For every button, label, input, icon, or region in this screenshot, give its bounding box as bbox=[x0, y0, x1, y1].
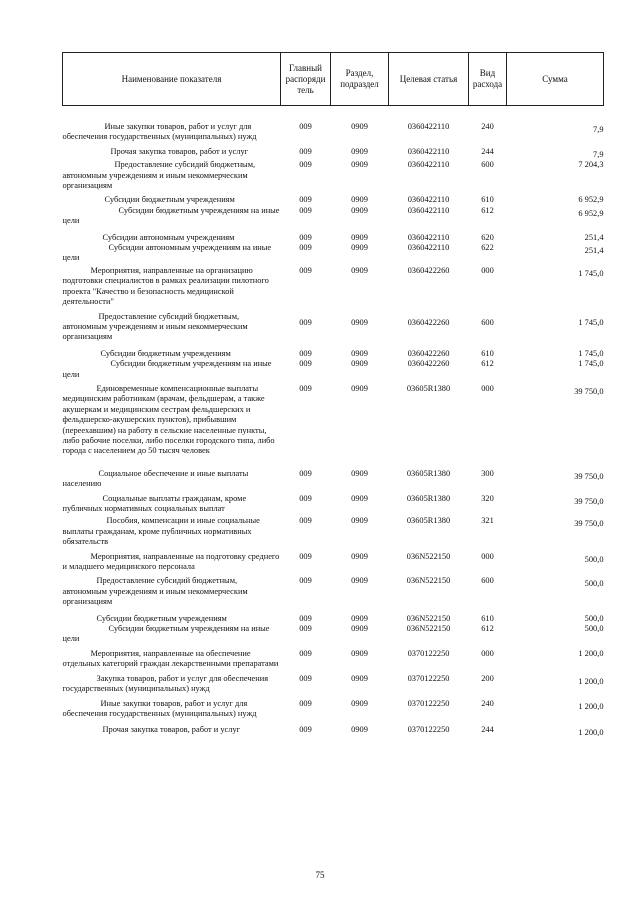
row-name: Предоставление субсидий бюджетным, автономным учреждениям и иным некоммерческим организациям bbox=[62, 160, 256, 191]
row-target: 036N522150 bbox=[406, 551, 451, 561]
row-target: 0360422110 bbox=[407, 195, 450, 205]
col-header-sum: Сумма bbox=[507, 53, 604, 106]
row-chief: 009 bbox=[299, 624, 312, 634]
row-sum: 500,0 bbox=[584, 554, 604, 564]
table-row bbox=[63, 380, 604, 457]
col-header-target: Целевая статья bbox=[389, 53, 469, 106]
row-target: 0360422110 bbox=[407, 243, 450, 253]
row-target: 0360422110 bbox=[407, 122, 450, 131]
row-chief: 009 bbox=[299, 146, 312, 156]
row-kind: 612 bbox=[481, 359, 494, 369]
row-section: 0909 bbox=[351, 698, 368, 708]
table-row bbox=[63, 359, 604, 380]
row-name: Субсидии бюджетным учреждениям bbox=[96, 613, 227, 623]
row-name: Иные закупки товаров, работ и услуг для обеспечения государственных (муниципальных) нужд bbox=[62, 698, 257, 718]
row-section: 0909 bbox=[351, 160, 368, 170]
row-chief: 009 bbox=[299, 160, 312, 170]
row-name: Субсидии бюджетным учреждениям bbox=[100, 348, 231, 358]
row-section: 0909 bbox=[351, 195, 368, 205]
row-target: 03605R1380 bbox=[406, 493, 451, 503]
budget-table bbox=[62, 52, 604, 739]
row-target: 0370122250 bbox=[407, 673, 450, 683]
row-name: Субсидии автономным учреждениям на иные цели bbox=[62, 243, 272, 263]
row-name: Прочая закупка товаров, работ и услуг bbox=[102, 725, 241, 735]
row-target: 0360422260 bbox=[407, 317, 450, 327]
table-row bbox=[63, 490, 604, 515]
row-section: 0909 bbox=[351, 613, 368, 623]
table-row bbox=[63, 624, 604, 645]
row-sum: 251,4 bbox=[584, 232, 604, 242]
row-section: 0909 bbox=[351, 576, 368, 586]
row-target: 0360422260 bbox=[407, 348, 450, 358]
table-row bbox=[63, 227, 604, 243]
row-sum: 7 204,3 bbox=[578, 160, 604, 170]
row-chief: 009 bbox=[299, 725, 312, 735]
row-sum: 500,0 bbox=[584, 613, 604, 623]
row-chief: 009 bbox=[299, 613, 312, 623]
row-kind: 610 bbox=[481, 348, 494, 358]
row-kind: 240 bbox=[481, 698, 494, 708]
row-kind: 612 bbox=[481, 205, 494, 215]
row-name: Предоставление субсидий бюджетным, автономным учреждениям и иным некоммерческим организациям bbox=[62, 576, 248, 607]
table-row bbox=[63, 548, 604, 573]
row-kind: 610 bbox=[481, 195, 494, 205]
row-sum: 1 745,0 bbox=[578, 359, 604, 369]
row-target: 0370122250 bbox=[407, 648, 450, 658]
row-chief: 009 bbox=[299, 516, 312, 526]
row-section: 0909 bbox=[351, 122, 368, 131]
row-target: 0360422260 bbox=[407, 359, 450, 369]
table-row bbox=[63, 160, 604, 191]
row-kind: 000 bbox=[481, 551, 494, 561]
row-section: 0909 bbox=[351, 146, 368, 156]
row-chief: 009 bbox=[299, 576, 312, 586]
row-sum: 7,9 bbox=[593, 149, 604, 159]
row-sum: 1 745,0 bbox=[578, 268, 604, 278]
table-row bbox=[63, 106, 604, 143]
row-name: Субсидии бюджетным учреждениям на иные цели bbox=[62, 205, 280, 226]
row-chief: 009 bbox=[299, 348, 312, 358]
row-name: Социальные выплаты гражданам, кроме публичных нормативных социальных выплат bbox=[62, 493, 247, 513]
row-section: 0909 bbox=[351, 205, 368, 215]
row-sum: 500,0 bbox=[584, 579, 604, 589]
row-kind: 600 bbox=[481, 576, 494, 586]
row-chief: 009 bbox=[299, 648, 312, 658]
table-row bbox=[63, 457, 604, 490]
row-chief: 009 bbox=[299, 205, 312, 215]
row-sum: 1 745,0 bbox=[578, 317, 604, 327]
table-row bbox=[63, 308, 604, 343]
row-name: Мероприятия, направленные на организацию подготовки специалистов в рамках реализации пилотного проекта "Качество и безопасность медицинской деятельности" bbox=[62, 265, 269, 307]
row-chief: 009 bbox=[299, 359, 312, 369]
row-target: 0370122250 bbox=[407, 698, 450, 708]
row-kind: 612 bbox=[481, 624, 494, 634]
row-sum: 1 200,0 bbox=[578, 728, 604, 738]
row-name: Предоставление субсидий бюджетным, автономным учреждениям и иным некоммерческим организациям bbox=[62, 311, 248, 342]
row-target: 03605R1380 bbox=[406, 468, 451, 478]
row-kind: 000 bbox=[481, 648, 494, 658]
row-target: 0370122250 bbox=[407, 725, 450, 735]
row-kind: 620 bbox=[481, 232, 494, 242]
row-sum: 251,4 bbox=[584, 246, 604, 256]
row-kind: 244 bbox=[481, 146, 494, 156]
page-number: 75 bbox=[315, 870, 325, 880]
row-kind: 600 bbox=[481, 317, 494, 327]
row-section: 0909 bbox=[351, 493, 368, 503]
table-row bbox=[63, 191, 604, 205]
row-name: Субсидии автономным учреждениям bbox=[102, 232, 235, 242]
row-target: 03605R1380 bbox=[406, 516, 451, 526]
table-row bbox=[63, 143, 604, 160]
row-chief: 009 bbox=[299, 698, 312, 708]
row-kind: 244 bbox=[481, 725, 494, 735]
row-sum: 500,0 bbox=[584, 624, 604, 634]
row-chief: 009 bbox=[299, 243, 312, 253]
row-kind: 321 bbox=[481, 516, 494, 526]
table-row bbox=[63, 670, 604, 695]
row-sum: 1 200,0 bbox=[578, 701, 604, 711]
row-name: Субсидии бюджетным учреждениям bbox=[104, 195, 235, 205]
table-header-row bbox=[63, 53, 604, 106]
row-name: Мероприятия, направленные на подготовку среднего и младшего медицинского персонала bbox=[62, 551, 280, 572]
row-sum: 1 200,0 bbox=[578, 648, 604, 658]
row-target: 036N522150 bbox=[406, 576, 451, 586]
row-section: 0909 bbox=[351, 232, 368, 242]
row-sum: 6 952,9 bbox=[578, 195, 604, 205]
row-name: Единовременные компенсационные выплаты медицинским работникам (врачам, фельдшерам, а также акушеркам и медицинским сестрам фельдшерских и фельдшерско-акушерских пунктов), прибывшим (переехавшим) на работу в сельские населенные пункты, либо рабочие поселки, либо поселки городского типа, либо города с населением до 50 тысяч человек bbox=[62, 383, 275, 456]
table-row bbox=[63, 695, 604, 720]
row-sum: 39 750,0 bbox=[574, 386, 604, 396]
row-kind: 610 bbox=[481, 613, 494, 623]
row-target: 0360422260 bbox=[407, 265, 450, 275]
col-header-chief: Главный распоряди тель bbox=[281, 53, 331, 106]
row-target: 0360422110 bbox=[407, 160, 450, 170]
table-row bbox=[63, 514, 604, 547]
row-section: 0909 bbox=[351, 468, 368, 478]
row-chief: 009 bbox=[299, 551, 312, 561]
row-section: 0909 bbox=[351, 624, 368, 634]
row-sum: 39 750,0 bbox=[574, 519, 604, 529]
row-name: Субсидии бюджетным учреждениям на иные цели bbox=[62, 359, 272, 379]
row-name: Пособия, компенсации и иные социальные выплаты гражданам, кроме публичных нормативных обязательств bbox=[62, 516, 260, 547]
row-chief: 009 bbox=[299, 122, 312, 131]
table-row bbox=[63, 645, 604, 670]
row-kind: 320 bbox=[481, 493, 494, 503]
row-name: Прочая закупка товаров, работ и услуг bbox=[110, 146, 249, 156]
row-kind: 240 bbox=[481, 122, 494, 131]
row-name: Закупка товаров, работ и услуг для обеспечения государственных (муниципальных) нужд bbox=[62, 673, 269, 694]
row-section: 0909 bbox=[351, 551, 368, 561]
row-section: 0909 bbox=[351, 243, 368, 253]
row-name: Субсидии бюджетным учреждениям на иные цели bbox=[62, 624, 270, 644]
row-sum: 39 750,0 bbox=[574, 471, 604, 481]
table-row bbox=[63, 608, 604, 624]
table-row bbox=[63, 206, 604, 227]
row-section: 0909 bbox=[351, 348, 368, 358]
row-section: 0909 bbox=[351, 516, 368, 526]
row-target: 03605R1380 bbox=[406, 383, 451, 393]
row-section: 0909 bbox=[351, 648, 368, 658]
row-sum: 7,9 bbox=[593, 125, 604, 134]
row-kind: 622 bbox=[481, 243, 494, 253]
row-kind: 000 bbox=[481, 265, 494, 275]
row-sum: 39 750,0 bbox=[574, 496, 604, 506]
row-chief: 009 bbox=[299, 232, 312, 242]
row-target: 036N522150 bbox=[406, 624, 451, 634]
row-chief: 009 bbox=[299, 195, 312, 205]
row-kind: 600 bbox=[481, 160, 494, 170]
row-chief: 009 bbox=[299, 265, 312, 275]
row-target: 0360422110 bbox=[407, 205, 450, 215]
col-header-name: Наименование показателя bbox=[63, 53, 281, 106]
table-row bbox=[63, 572, 604, 607]
row-name: Иные закупки товаров, работ и услуг для обеспечения государственных (муниципальных) нужд bbox=[62, 122, 257, 142]
row-section: 0909 bbox=[351, 673, 368, 683]
col-header-section: Раздел, подраздел bbox=[331, 53, 389, 106]
row-chief: 009 bbox=[299, 468, 312, 478]
row-kind: 000 bbox=[481, 383, 494, 393]
row-chief: 009 bbox=[299, 493, 312, 503]
row-name: Мероприятия, направленные на обеспечение отдельных категорий граждан лекарственными препаратами bbox=[62, 648, 279, 669]
row-section: 0909 bbox=[351, 317, 368, 327]
table-row bbox=[63, 719, 604, 738]
row-kind: 300 bbox=[481, 468, 494, 478]
row-sum: 1 200,0 bbox=[578, 676, 604, 686]
col-header-kind: Вид расхода bbox=[469, 53, 507, 106]
row-target: 0360422110 bbox=[407, 232, 450, 242]
table-row bbox=[63, 264, 604, 308]
row-section: 0909 bbox=[351, 359, 368, 369]
row-sum: 1 745,0 bbox=[578, 348, 604, 358]
row-section: 0909 bbox=[351, 265, 368, 275]
row-name: Социальное обеспечение и иные выплаты населению bbox=[62, 468, 249, 489]
table-row bbox=[63, 343, 604, 359]
row-section: 0909 bbox=[351, 725, 368, 735]
table-row bbox=[63, 243, 604, 264]
row-sum: 6 952,9 bbox=[578, 208, 604, 218]
row-chief: 009 bbox=[299, 317, 312, 327]
row-target: 0360422110 bbox=[407, 146, 450, 156]
row-chief: 009 bbox=[299, 673, 312, 683]
row-section: 0909 bbox=[351, 383, 368, 393]
row-chief: 009 bbox=[299, 383, 312, 393]
row-kind: 200 bbox=[481, 673, 494, 683]
row-target: 036N522150 bbox=[406, 613, 451, 623]
